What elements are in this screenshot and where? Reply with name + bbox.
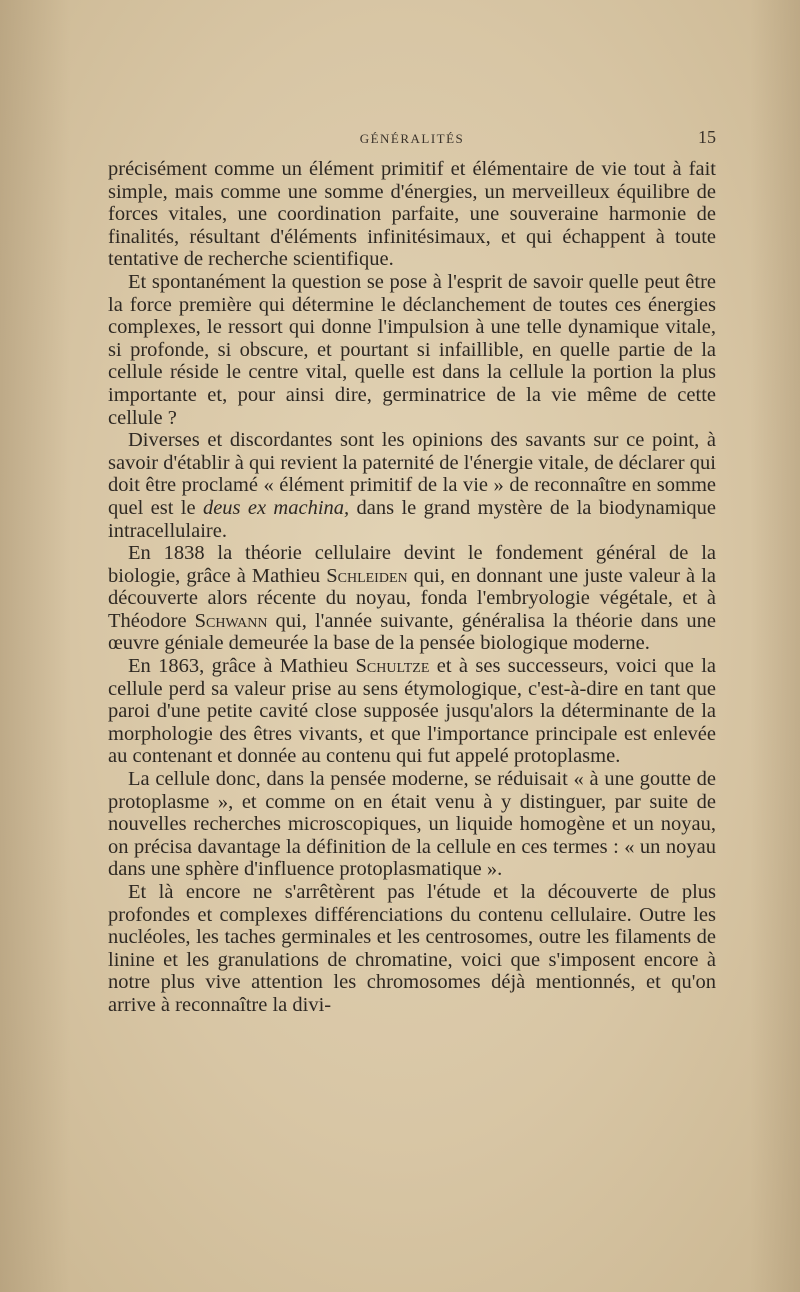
paragraph-4 [108, 542, 716, 655]
page-shadow-right [750, 0, 800, 1292]
running-title: GÉNÉRALITÉS [359, 131, 465, 146]
paragraph-3-text-a: Diverses et discordantes sont les opinions des savants sur ce point, à savoir d'établir à qui revient la paternité de l'énergie vitale, de déclarer qui doit être proclamé « élément primitif de la vie » de reconnaître en somme quel est le [108, 429, 716, 519]
paragraph-5-text-b: et à ses successeurs, voici que la cellule perd sa valeur prise au sens étymologique, c'est-à-dire en tant que paroi d'une petite cavité close supposée jusqu'alors la déterminante de la morphologie des êtres vivants, et que l'importance principale est enlevée au contenant et donnée au contenu qui fut appelé protoplasme. [108, 655, 717, 768]
paragraph-6: La cellule donc, dans la pensée moderne, se réduisait « à une goutte de protoplasme », et comme on en était venu à y distinguer, par suite de nouvelles recherches microscopiques, un liquide homogène et un noyau, on précisa davantage la définition de la cellule en ces termes : « un noyau dans une sphère d'influence protoplasmatique ». [108, 768, 716, 881]
page-number: 15 [698, 127, 716, 147]
paragraph-3-text-b: dans le grand mystère de la biodynamique intracellulaire. [108, 496, 717, 542]
paragraph-5-text-a: En 1863, grâce à Mathieu [128, 655, 356, 678]
body-text [108, 158, 716, 1017]
author-name-schleiden: Schleiden [326, 564, 408, 587]
author-name-schwann: Schwann [194, 609, 268, 632]
latin-phrase: deus ex machina, [202, 496, 350, 519]
paragraph-4-text-c: qui, l'année suivante, généralisa la théorie dans une œuvre géniale demeurée la base de la pensée biologique moderne. [108, 609, 716, 655]
paragraph-4-text-a: En 1838 la théorie cellulaire devint le fondement général de la biologie, grâce à Mathieu [108, 542, 716, 587]
paragraph-5 [108, 655, 716, 768]
paragraph-7: Et là encore ne s'arrêtèrent pas l'étude et la découverte de plus profondes et complexes différenciations du contenu cellulaire. Outre les nucléoles, les taches germinales et les centrosomes, outre les filaments de linine et les granulations de chromatine, voici que s'imposent encore à notre plus vive attention les chromosomes déjà mentionnés, et qu'on arrive à reconnaître la divi- [108, 881, 716, 1016]
page-shadow-left [0, 0, 70, 1292]
page-header [108, 125, 716, 149]
paragraph-1: précisément comme un élément primitif et élémentaire de vie tout à fait simple, mais comme une somme d'énergies, un merveilleux équilibre de forces vitales, une coordination parfaite, une souveraine harmonie de finalités, résultant d'éléments infinitésimaux, et qui échappent à toute tentative de recherche scientifique. [108, 158, 716, 271]
paragraph-2: Et spontanément la question se pose à l'esprit de savoir quelle peut être la force première qui détermine le déclanchement de toutes ces énergies complexes, le ressort qui donne l'impulsion à une telle dynamique vitale, si profonde, si obscure, et pourtant si infaillible, en quelle partie de la cellule réside le centre vital, quelle est dans la cellule la portion la plus importante et, pour ainsi dire, germinatrice de la vie même de cette cellule ? [108, 270, 716, 429]
paragraph-3 [108, 429, 716, 542]
paragraph-4-text-b: qui, en donnant une juste valeur à la découverte alors récente du noyau, fonda l'embryologie végétale, et à Théodore [108, 564, 716, 632]
author-name-schultze: Schultze [355, 655, 430, 678]
